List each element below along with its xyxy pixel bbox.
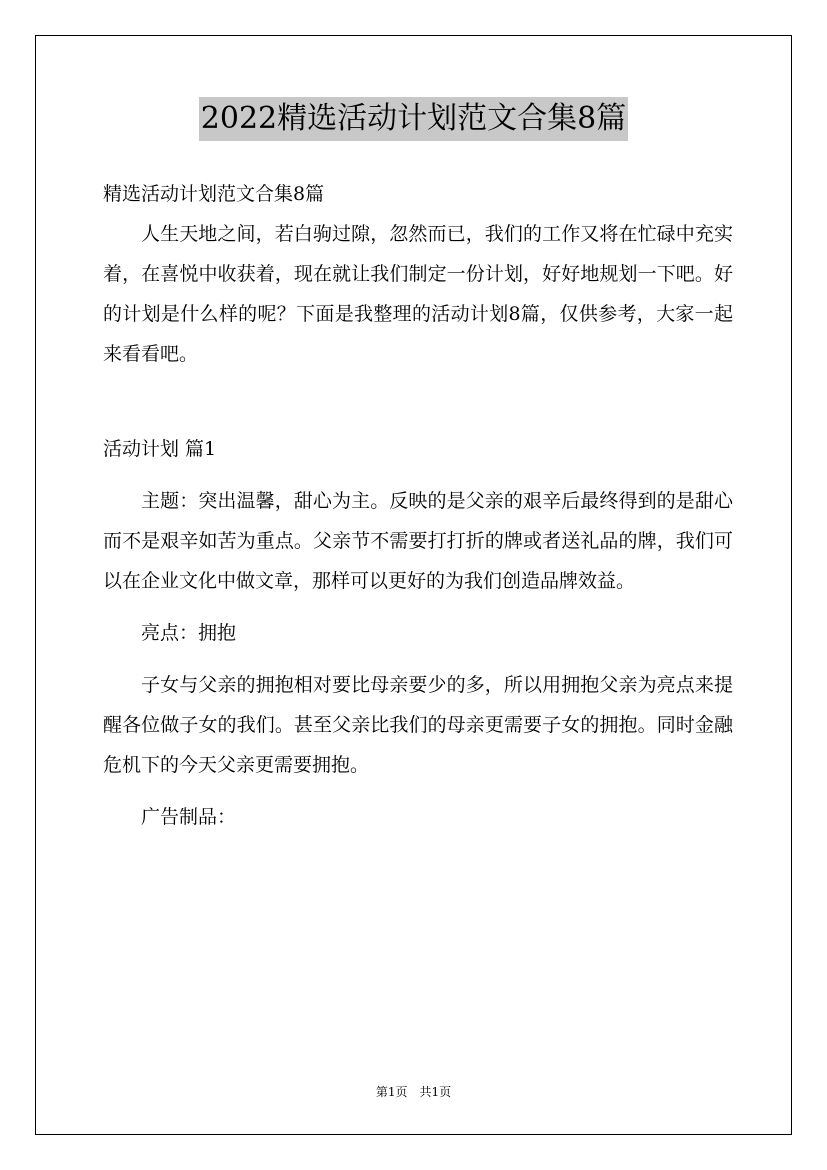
title-container: [0, 97, 827, 141]
page-footer: 第1页 共1页: [375, 1085, 452, 1099]
document-body: [103, 174, 733, 837]
section-spacer: [103, 374, 733, 389]
body-paragraph-hug: 子女与父亲的拥抱相对要比母亲要少的多，所以用拥抱父亲为亮点来提醒各位做子女的我们。甚至父亲比我们的母亲更需要子女的拥抱。同时金融危机下的今天父亲更需要拥抱。: [103, 674, 733, 776]
document-subtitle: 精选活动计划范文合集8篇: [103, 183, 325, 205]
body-paragraph-highlight: 亮点：拥抱: [141, 622, 237, 644]
body-paragraph-theme: 主题：突出温馨，甜心为主。反映的是父亲的艰辛后最终得到的是甜心而不是艰辛如苦为重点。父亲节不需要打打折的牌或者送礼品的牌，我们可以在企业文化中做文章，那样可以更好的为我们创造品牌效益。: [103, 490, 733, 592]
section-heading: 活动计划 篇1: [103, 438, 217, 460]
body-paragraph-ad: 广告制品：: [141, 806, 237, 828]
document-title: 2022精选活动计划范文合集8篇: [199, 97, 628, 141]
intro-paragraph: 人生天地之间，若白驹过隙，忽然而已，我们的工作又将在忙碌中充实着，在喜悦中收获着，现在就让我们制定一份计划，好好地规划一下吧。好的计划是什么样的呢？下面是我整理的活动计划8篇，仅供参考，大家一起来看看吧。: [103, 223, 733, 365]
